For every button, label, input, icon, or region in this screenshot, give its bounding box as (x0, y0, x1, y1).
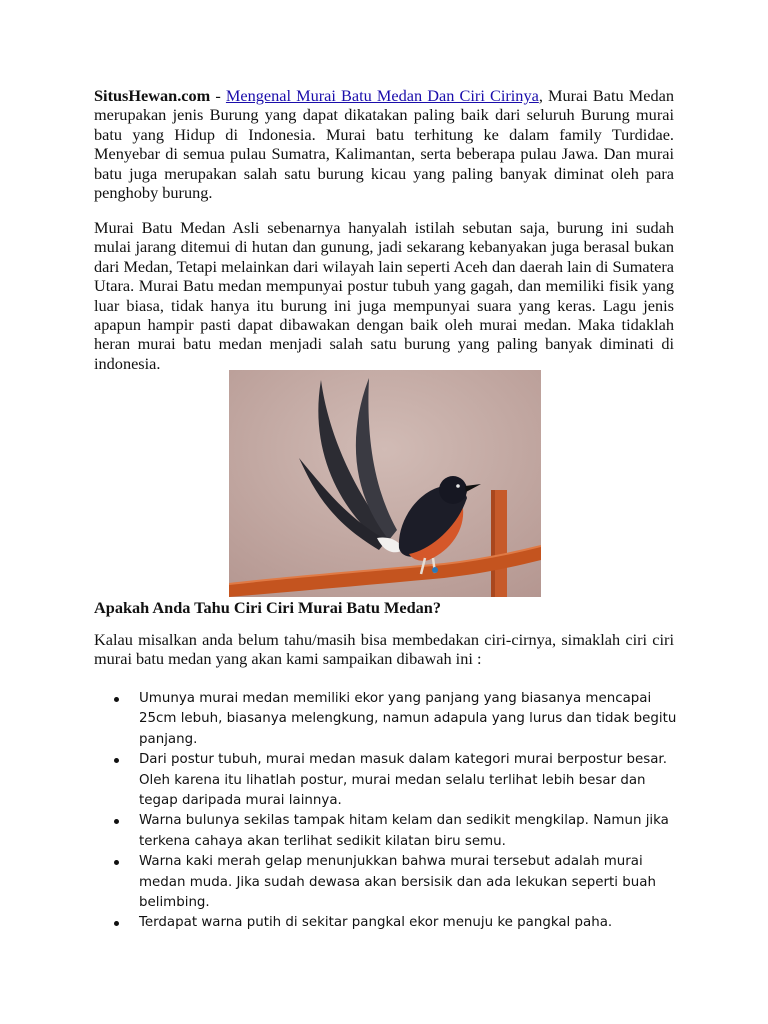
bullet-icon (114, 860, 119, 865)
list-item (94, 913, 684, 933)
section-heading: Apakah Anda Tahu Ciri Ciri Murai Batu Medan? (94, 598, 441, 617)
paragraph-murai-batu-medan-asli: Murai Batu Medan Asli sebenarnya hanyalah istilah sebutan saja, burung ini sudah mulai jarang ditemui di hutan dan gunung, jadi sekarang kebanyakan juga berasal bukan dari Medan, Tetapi melainkan dari wilayah lain seperti Aceh dan daerah lain di Sumatera Utara. Murai Batu medan mempunyai postur tubuh yang gagah, dan memiliki fisik yang luar biasa, tidak hanya itu burung ini juga mempunyai suara yang keras. Lagu jenis apapun hampir pasti dapat dibawakan dengan baik oleh murai medan. Maka tidaklah heran murai batu medan menjadi salah satu burung yang paling banyak diminati di indonesia. (94, 218, 674, 373)
ciri-bullet-list (94, 689, 684, 934)
bullet-icon (114, 758, 119, 763)
list-item-text: Warna kaki merah gelap menunjukkan bahwa murai tersebut adalah murai medan muda. Jika sudah dewasa akan bersisik dan ada lekukan seperti buah belimbing. (139, 854, 656, 911)
list-item (94, 750, 684, 811)
bullet-icon (114, 921, 119, 926)
murai-batu-bird-photo (229, 370, 541, 597)
list-item (94, 689, 684, 750)
title-separator: - (210, 86, 226, 105)
list-item (94, 811, 684, 852)
bullet-icon (114, 697, 119, 702)
paragraph-intro-ciri: Kalau misalkan anda belum tahu/masih bisa membedakan ciri-cirnya, simaklah ciri ciri murai batu medan yang akan kami sampaikan dibawah ini : (94, 630, 674, 669)
list-item-text: Umunya murai medan memiliki ekor yang panjang yang biasanya mencapai 25cm lebuh, biasanya melengkung, namun adapula yang lurus dan tidak begitu panjang. (139, 691, 677, 747)
list-item-text: Dari postur tubuh, murai medan masuk dalam kategori murai berpostur besar. Oleh karena itu lihatlah postur, murai medan selalu terlihat lebih besar dan tegap daripada murai lainnya. (139, 752, 667, 809)
bullet-icon (114, 819, 119, 824)
article-title-link[interactable]: Mengenal Murai Batu Medan Dan Ciri Cirinya (225, 86, 539, 105)
list-item-text: Terdapat warna putih di sekitar pangkal ekor menuju ke pangkal paha. (139, 915, 613, 931)
site-name: SitusHewan.com (94, 86, 211, 105)
list-item-text: Warna bulunya sekilas tampak hitam kelam dan sedikit mengkilap. Namun jika terkena cahaya akan terlihat sedikit kilatan biru semu. (139, 813, 669, 849)
list-item (94, 852, 684, 913)
intro-paragraph (94, 86, 674, 202)
intro-text: , Murai Batu Medan merupakan jenis Burung yang dapat dikatakan paling baik dari seluruh Burung murai batu yang Hidup di Indonesia. Murai batu terhitung ke dalam family Turdidae. Menyebar di semua pulau Sumatra, Kalimantan, serta beberapa pulau Jawa. Dan murai batu juga merupakan salah satu burung kicau yang paling banyak diminat oleh para penghoby burung. (94, 86, 675, 203)
